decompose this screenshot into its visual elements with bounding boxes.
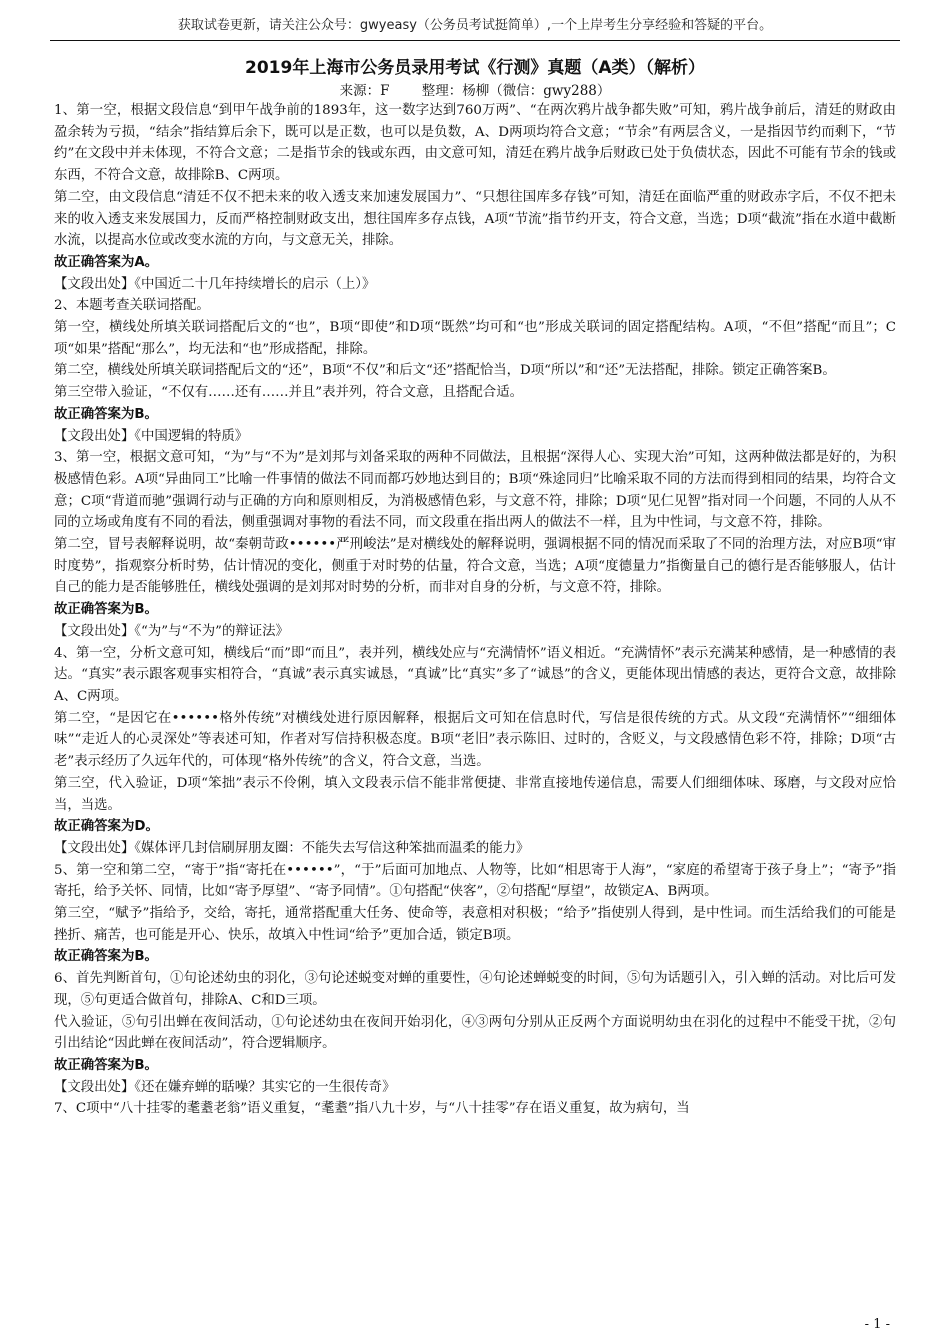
answer-line: 故正确答案为B。 bbox=[54, 1057, 158, 1073]
body-paragraph: 代入验证，⑤句引出蝉在夜间活动，①句论述幼虫在夜间开始羽化，④③两句分别从正反两个方面说明幼虫在羽化的过程中不能受干扰，②句引出结论“因此蝉在夜间活动”，符合逻辑顺序。 bbox=[54, 1014, 896, 1052]
source-citation: 【文段出处】《还在嫌弃蝉的聒噪？其实它的一生很传奇》 bbox=[54, 1079, 396, 1095]
body-paragraph: 7、C项中“八十挂零的耄耋老翁”语义重复，“耄耋”指八九十岁，与“八十挂零”存在语义重复，故为病句，当 bbox=[54, 1101, 690, 1117]
body-paragraph: 4、第一空，分析文意可知，横线后“而”即“而且”，表并列，横线处应与“充满情怀”语义相近。“充满情怀”表示充满某种感情，是一种感情的表达。“真实”表示跟客观事实相符合，“真诚”表示真实诚恳，“真诚”比“真实”多了“诚恳”的含义，更能体现出情感的表达，更符合文意，故排除A、C两项。 bbox=[54, 645, 896, 704]
document-body bbox=[54, 100, 896, 1120]
body-paragraph: 第一空，横线处所填关联词搭配后文的“也”，B项“即使”和D项“既然”均可和“也”形成关联词的固定搭配结构。A项，“不但”搭配“而且”；C项“如果”搭配“那么”，均无法和“也”形成搭配，排除。 bbox=[54, 320, 896, 357]
source-citation: 【文段出处】《中国近二十几年持续增长的启示（上）》 bbox=[54, 276, 376, 292]
header-divider bbox=[50, 40, 900, 41]
answer-line: 故正确答案为B。 bbox=[54, 949, 158, 965]
answer-line: 故正确答案为A。 bbox=[54, 254, 159, 270]
page-number: - 1 - bbox=[864, 1317, 890, 1332]
meta-line bbox=[0, 79, 950, 99]
editor-label: 整理：杨柳（微信：gwy288） bbox=[421, 83, 611, 99]
source-label: 来源：F bbox=[339, 83, 390, 99]
source-citation: 【文段出处】《“为”与“不为”的辩证法》 bbox=[54, 623, 289, 639]
body-paragraph: 第三空，“赋予”指给予，交给，寄托，通常搭配重大任务、使命等，表意相对积极；“给予”指使别人得到，是中性词。而生活给我们的可能是挫折、痛苦，也可能是开心、快乐，故填入中性词“给予”更加合适，锁定B项。 bbox=[54, 906, 896, 943]
body-paragraph: 1、第一空，根据文段信息“到甲午战争前的1893年，这一数字达到760万两”、“在两次鸦片战争都失败”可知，鸦片战争前后，清廷的财政由盈余转为亏损，“结余”指结算后余下，既可以是正数，也可以是负数，A、D两项均符合文意；“节余”有两层含义，一是指因节约而剩下，“节约”在文段中并未体现，不符合文意；二是指节余的钱或东西，由文意可知，清廷在鸦片战争后财政已处于负债状态，因此不可能有节余的钱或东西，不符合文意，故排除B、C两项。 bbox=[54, 103, 896, 184]
source-citation: 【文段出处】《媒体评几封信刷屏朋友圈：不能失去写信这种笨拙而温柔的能力》 bbox=[54, 840, 530, 856]
body-paragraph: 第二空，冒号表解释说明，故“秦朝苛政••••••严刑峻法”是对横线处的解释说明，强调根据不同的情况而采取了不同的治理方法，对应B项“审时度势”，指观察分析时势，估计情况的变化，侧重于对时势的估量，符合文意，当选；A项“度德量力”指衡量自己的德行是否能够服人，估计自己的能力是否能够胜任，横线处强调的是刘邦对时势的分析，而非对自身的分析，与文意不符，排除。 bbox=[54, 537, 896, 596]
body-paragraph: 第三空，代入验证，D项“笨拙”表示不伶俐，填入文段表示信不能非常便捷、非常直接地传递信息，需要人们细细体味、琢磨，与文段对应恰当，当选。 bbox=[54, 775, 896, 813]
source-citation: 【文段出处】《中国逻辑的特质》 bbox=[54, 428, 249, 444]
body-paragraph: 3、第一空，根据文意可知，“为”与“不为”是刘邦与刘备采取的两种不同做法，且根据“深得人心、实现大治”可知，这两种做法都是好的，为积极感情色彩。A项“异曲同工”比喻一件事情的做法不同而都巧妙地达到目的；B项“殊途同归”比喻采取不同的方法而得到相同的结果，均符合文意；C项“背道而驰”强调行动与正确的方向和原则相反，为消极感情色彩，与文意不符，排除；D项“见仁见智”指对同一个问题，不同的人从不同的立场或角度有不同的看法，侧重强调对事物的看法不同，而文段重在指出两人的做法不一样，且为中性词，与文意不符，排除。 bbox=[54, 450, 896, 531]
answer-line: 故正确答案为D。 bbox=[54, 819, 159, 835]
body-paragraph: 6、首先判断首句，①句论述幼虫的羽化，③句论述蜕变对蝉的重要性，④句论述蝉蜕变的时间，⑤句为话题引入，引入蝉的活动。对比后可发现，⑤句更适合做首句，排除A、C和D三项。 bbox=[54, 971, 896, 1008]
header-note: 获取试卷更新，请关注公众号：gwyeasy（公务员考试挺简单）,一个上岸考生分享经验和答疑的平台。 bbox=[177, 18, 773, 33]
answer-line: 故正确答案为B。 bbox=[54, 602, 158, 618]
body-paragraph: 第三空带入验证，“不仅有……还有……并且”表并列，符合文意，且搭配合适。 bbox=[54, 385, 523, 401]
answer-line: 故正确答案为B。 bbox=[54, 406, 158, 422]
body-paragraph: 第二空，由文段信息“清廷不仅不把未来的收入透支来加速发展国力”、“只想往国库多存钱”可知，清廷在面临严重的财政赤字后，不仅不把未来的收入透支来发展国力，反而严格控制财政支出，想往国库多存点钱，A项“节流”指节约开支，符合文意，当选；D项“截流”指在水道中截断水流，以提高水位或改变水流的方向，与文意无关，排除。 bbox=[54, 189, 896, 249]
body-paragraph: 5、第一空和第二空，“寄于”指“寄托在••••••”，“于”后面可加地点、人物等，比如“相思寄于人海”，“家庭的希望寄于孩子身上”；“寄予”指寄托，给予关怀、同情，比如“寄予厚望”、“寄予同情”。①句搭配“侠客”，②句搭配“厚望”，故锁定A、B两项。 bbox=[54, 862, 896, 900]
page-title: 2019年上海市公务员录用考试《行测》真题（A类）（解析） bbox=[245, 58, 705, 78]
body-paragraph: 第二空，横线处所填关联词搭配后文的“还”，B项“不仅”和后文“还”搭配恰当，D项“所以”和“还”无法搭配，排除。锁定正确答案B。 bbox=[54, 363, 836, 379]
body-paragraph: 2、本题考查关联词搭配。 bbox=[54, 298, 210, 314]
body-paragraph: 第二空，“是因它在••••••格外传统”对横线处进行原因解释，根据后文可知在信息时代，写信是很传统的方式。从文段“充满情怀”“细细体味”“走近人的心灵深处”等表述可知，作者对写信持积极态度。B项“老旧”表示陈旧、过时的，含贬义，与文段感情色彩不符，排除；D项“古老”表示经历了久远年代的，可体现“格外传统”的含义，符合文意，当选。 bbox=[54, 710, 896, 770]
